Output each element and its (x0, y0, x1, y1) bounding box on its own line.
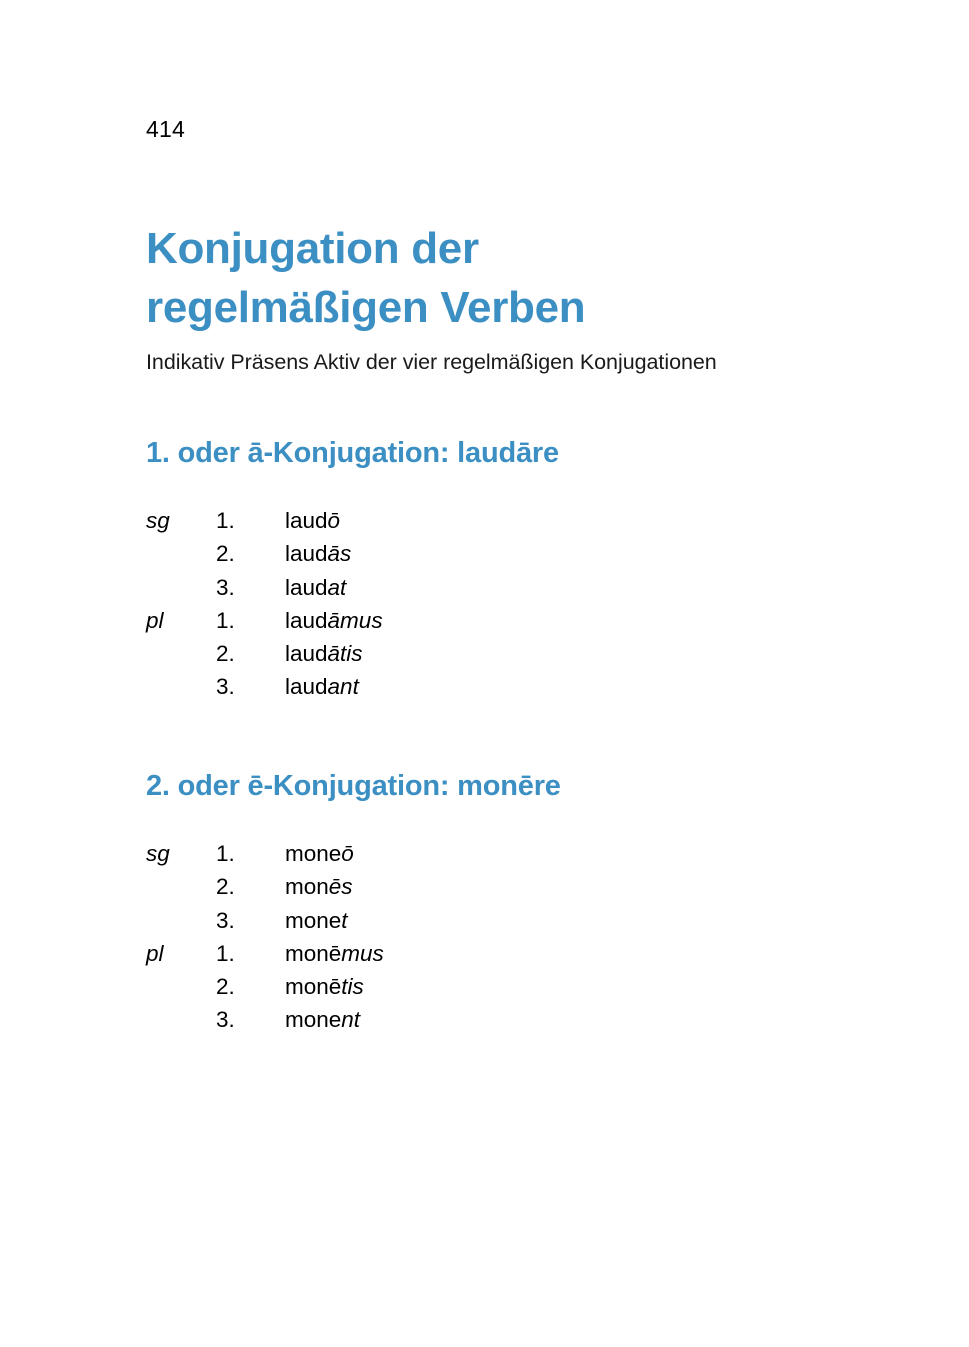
verb-form (285, 904, 525, 937)
table-row (146, 670, 525, 703)
page-title-line-2: regelmäßigen Verben (146, 283, 586, 333)
number-label: pl (146, 940, 164, 966)
person-label: 1. (216, 508, 235, 533)
verb-stem: mone (285, 841, 342, 866)
page-title-line-1: Konjugation der (146, 224, 479, 274)
table-row (146, 970, 525, 1003)
verb-form (285, 837, 525, 870)
section-heading-1: 1. oder ā-Konjugation: laudāre (146, 437, 559, 469)
conjugation-table-1 (146, 504, 525, 704)
number-label: pl (146, 607, 164, 633)
verb-ending: t (341, 907, 348, 933)
verb-form (285, 504, 525, 537)
verb-ending: ō (341, 841, 354, 866)
number-label (146, 1003, 216, 1036)
verb-stem: mone (285, 907, 342, 933)
person-label: 3. (216, 674, 235, 700)
page-number: 414 (146, 116, 185, 142)
person-label: 3. (216, 907, 235, 933)
verb-ending: at (327, 574, 347, 600)
section-heading-2: 2. oder ē-Konjugation: monēre (146, 770, 561, 802)
table-row (146, 571, 525, 604)
verb-stem: laud (285, 508, 328, 533)
person-label: 1. (216, 607, 235, 633)
verb-form (285, 637, 525, 670)
table-row (146, 937, 525, 970)
verb-ending: tis (341, 974, 364, 1000)
verb-form (285, 970, 525, 1003)
table-row (146, 537, 525, 570)
table-row (146, 1003, 525, 1036)
table-row (146, 604, 525, 637)
verb-stem: monē (285, 974, 342, 1000)
person-label: 2. (216, 974, 235, 1000)
verb-form (285, 604, 525, 637)
person-label: 1. (216, 940, 235, 966)
number-label (146, 670, 216, 703)
verb-stem: laud (285, 607, 328, 633)
verb-ending: ās (327, 541, 352, 567)
number-label (146, 537, 216, 570)
verb-form (285, 537, 525, 570)
verb-form (285, 870, 525, 903)
number-label (146, 904, 216, 937)
verb-form (285, 571, 525, 604)
conjugation-section-2 (146, 767, 846, 1037)
verb-ending: āmus (327, 607, 383, 633)
verb-ending: ēs (328, 874, 353, 900)
verb-stem: laud (285, 574, 328, 600)
number-label (146, 870, 216, 903)
person-label: 1. (216, 841, 235, 866)
table-row (146, 504, 525, 537)
table-row (146, 637, 525, 670)
verb-stem: mone (285, 1007, 342, 1033)
verb-stem: laud (285, 674, 328, 700)
verb-ending: nt (341, 1007, 361, 1033)
verb-form (285, 670, 525, 703)
page-subtitle: Indikativ Präsens Aktiv der vier regelmäßigen Konjugationen (146, 350, 717, 374)
verb-ending: ātis (327, 641, 363, 667)
page-title (146, 219, 766, 337)
number-label (146, 637, 216, 670)
number-label: sg (146, 508, 170, 533)
table-row (146, 870, 525, 903)
table-row (146, 904, 525, 937)
person-label: 3. (216, 574, 235, 600)
verb-form (285, 1003, 525, 1036)
table-row (146, 837, 525, 870)
person-label: 2. (216, 874, 235, 900)
verb-stem: laud (285, 641, 328, 667)
conjugation-section-1 (146, 434, 846, 704)
number-label: sg (146, 841, 170, 866)
verb-form (285, 937, 525, 970)
verb-stem: laud (285, 541, 328, 567)
verb-ending: ant (327, 674, 359, 700)
number-label (146, 571, 216, 604)
person-label: 2. (216, 641, 235, 667)
verb-stem: mon (285, 874, 329, 900)
verb-ending: mus (341, 940, 384, 966)
person-label: 2. (216, 541, 235, 567)
verb-ending: ō (327, 508, 341, 533)
verb-stem: monē (285, 940, 342, 966)
number-label (146, 970, 216, 1003)
conjugation-table-2 (146, 837, 525, 1037)
person-label: 3. (216, 1007, 235, 1033)
